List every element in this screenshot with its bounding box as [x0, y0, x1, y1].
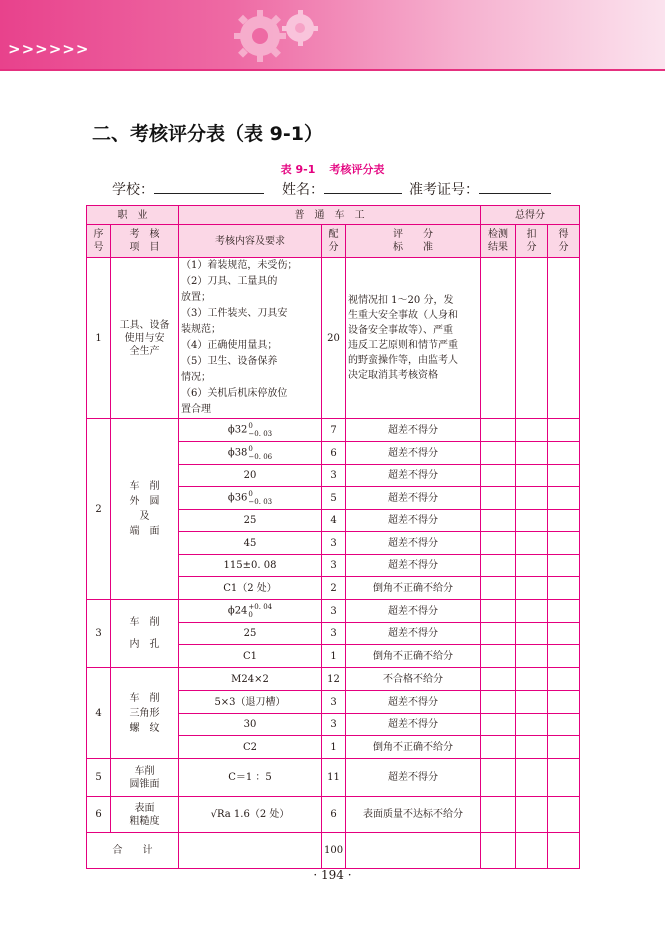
content-cell: ϕ38 0 −0. 06 — [179, 442, 322, 465]
total-row — [87, 833, 580, 869]
points-cell: 3 — [322, 714, 346, 736]
seq-cell: 3 — [87, 600, 111, 668]
header-row-columns — [87, 225, 580, 258]
header-divider — [0, 69, 665, 71]
content-cell: 45 — [179, 532, 322, 555]
item-cell: 车 削 外 圆 及 端 面 — [111, 419, 179, 600]
points-cell: 4 — [322, 510, 346, 532]
content-cell: （1）着装规范，未受伤； （2）刀具、工量具的 放置； （3）工件装夹、刀具安 装规范； （4）正确使用量具； （5）卫生、设备保养 情况； （6）关机后机床停放位 置合理 — [179, 258, 322, 419]
content-cell: C1 — [179, 645, 322, 668]
criteria-cell: 超差不得分 — [346, 691, 481, 714]
section-title: 二、考核评分表（表 9-1） — [92, 123, 323, 145]
criteria-cell: 超差不得分 — [346, 759, 481, 797]
table-row — [87, 258, 580, 419]
occupation-label: 职 业 — [87, 206, 179, 225]
table-caption — [0, 161, 665, 177]
criteria-cell: 超差不得分 — [346, 532, 481, 555]
table-row — [87, 759, 580, 797]
seq-cell: 2 — [87, 419, 111, 600]
points-cell: 2 — [322, 577, 346, 600]
points-cell: 7 — [322, 419, 346, 442]
item-cell: 表面 粗糙度 — [111, 797, 179, 833]
points-cell: 3 — [322, 623, 346, 645]
content-cell: M24×2 — [179, 668, 322, 691]
content-cell: 5×3（退刀槽） — [179, 691, 322, 714]
name-label: 姓名： — [282, 182, 324, 198]
criteria-cell: 超差不得分 — [346, 465, 481, 487]
seq-cell: 6 — [87, 797, 111, 833]
deduct-cell — [516, 258, 548, 419]
points-cell: 20 — [322, 258, 346, 419]
item-cell: 车削 圆锥面 — [111, 759, 179, 797]
item-cell: 工具、设备 使用与安 全生产 — [111, 258, 179, 419]
col-score: 得 分 — [548, 225, 580, 258]
points-cell: 3 — [322, 600, 346, 623]
table-row — [87, 600, 580, 623]
content-cell: C1（2 处） — [179, 577, 322, 600]
table-title: 考核评分表 — [329, 163, 385, 176]
criteria-cell: 超差不得分 — [346, 600, 481, 623]
criteria-cell: 倒角不正确不给分 — [346, 736, 481, 759]
points-cell: 3 — [322, 691, 346, 714]
scoring-table — [86, 205, 580, 869]
content-cell: 115±0. 08 — [179, 555, 322, 577]
criteria-cell: 超差不得分 — [346, 555, 481, 577]
content-cell: ϕ24 +0. 04 0 — [179, 600, 322, 623]
criteria-cell: 超差不得分 — [346, 442, 481, 465]
col-criteria: 评 分 标 准 — [346, 225, 481, 258]
score-cell — [548, 258, 580, 419]
points-cell: 1 — [322, 645, 346, 668]
header-row-occupation — [87, 206, 580, 225]
points-cell: 3 — [322, 532, 346, 555]
criteria-cell: 不合格不给分 — [346, 668, 481, 691]
criteria-cell: 超差不得分 — [346, 487, 481, 510]
col-result: 检测 结果 — [481, 225, 516, 258]
criteria-cell: 超差不得分 — [346, 510, 481, 532]
criteria-cell: 超差不得分 — [346, 714, 481, 736]
content-cell: C2 — [179, 736, 322, 759]
criteria-cell: 超差不得分 — [346, 623, 481, 645]
points-cell: 6 — [322, 442, 346, 465]
points-cell: 6 — [322, 797, 346, 833]
header-band — [0, 0, 665, 70]
result-cell — [481, 258, 516, 419]
table-row — [87, 419, 580, 442]
exam-number-label: 准考证号： — [409, 182, 479, 198]
content-cell: C＝1 ：5 — [179, 759, 322, 797]
col-item: 考 核 项 目 — [111, 225, 179, 258]
occupation-value: 普 通 车 工 — [179, 206, 481, 225]
total-content-cell — [179, 833, 322, 869]
criteria-cell: 视情况扣 1～20 分，发 生重大安全事故（人身和 设备安全事故等）、严重 违反工艺原则和情节严重 的野蛮操作等，由监考人 决定取消其考核资格 — [346, 258, 481, 419]
content-cell: √Ra 1.6（2 处） — [179, 797, 322, 833]
table-row — [87, 797, 580, 833]
seq-cell: 4 — [87, 668, 111, 759]
exam-info-row — [112, 179, 552, 201]
total-label: 合 计 — [87, 833, 179, 869]
criteria-cell: 倒角不正确不给分 — [346, 645, 481, 668]
points-cell: 3 — [322, 465, 346, 487]
exam-number-field — [409, 179, 551, 199]
points-cell: 1 — [322, 736, 346, 759]
points-cell: 12 — [322, 668, 346, 691]
col-content: 考核内容及要求 — [179, 225, 322, 258]
table-number: 表 9-1 — [280, 163, 316, 176]
content-cell: 20 — [179, 465, 322, 487]
content-cell: ϕ36 0 −0. 03 — [179, 487, 322, 510]
chevron-decoration: >>>>>> — [8, 40, 90, 58]
page-number: · 194 · — [313, 868, 352, 882]
total-points: 100 — [322, 833, 346, 869]
seq-cell: 1 — [87, 258, 111, 419]
seq-cell: 5 — [87, 759, 111, 797]
content-cell: 25 — [179, 510, 322, 532]
total-score-label: 总得分 — [481, 206, 580, 225]
criteria-cell: 表面质量不达标不给分 — [346, 797, 481, 833]
content-cell: 30 — [179, 714, 322, 736]
col-seq: 序 号 — [87, 225, 111, 258]
col-deduct: 扣 分 — [516, 225, 548, 258]
col-points: 配 分 — [322, 225, 346, 258]
item-cell: 车 削 三角形 螺 纹 — [111, 668, 179, 759]
criteria-cell: 超差不得分 — [346, 419, 481, 442]
name-field — [282, 179, 402, 199]
school-field — [112, 179, 264, 199]
points-cell: 3 — [322, 555, 346, 577]
item-cell: 车 削 内 孔 — [111, 600, 179, 668]
content-cell: ϕ32 0 −0. 03 — [179, 419, 322, 442]
criteria-cell: 倒角不正确不给分 — [346, 577, 481, 600]
content-cell: 25 — [179, 623, 322, 645]
school-label: 学校： — [112, 182, 154, 198]
points-cell: 11 — [322, 759, 346, 797]
table-row — [87, 668, 580, 691]
gears-icon — [220, 4, 330, 66]
points-cell: 5 — [322, 487, 346, 510]
